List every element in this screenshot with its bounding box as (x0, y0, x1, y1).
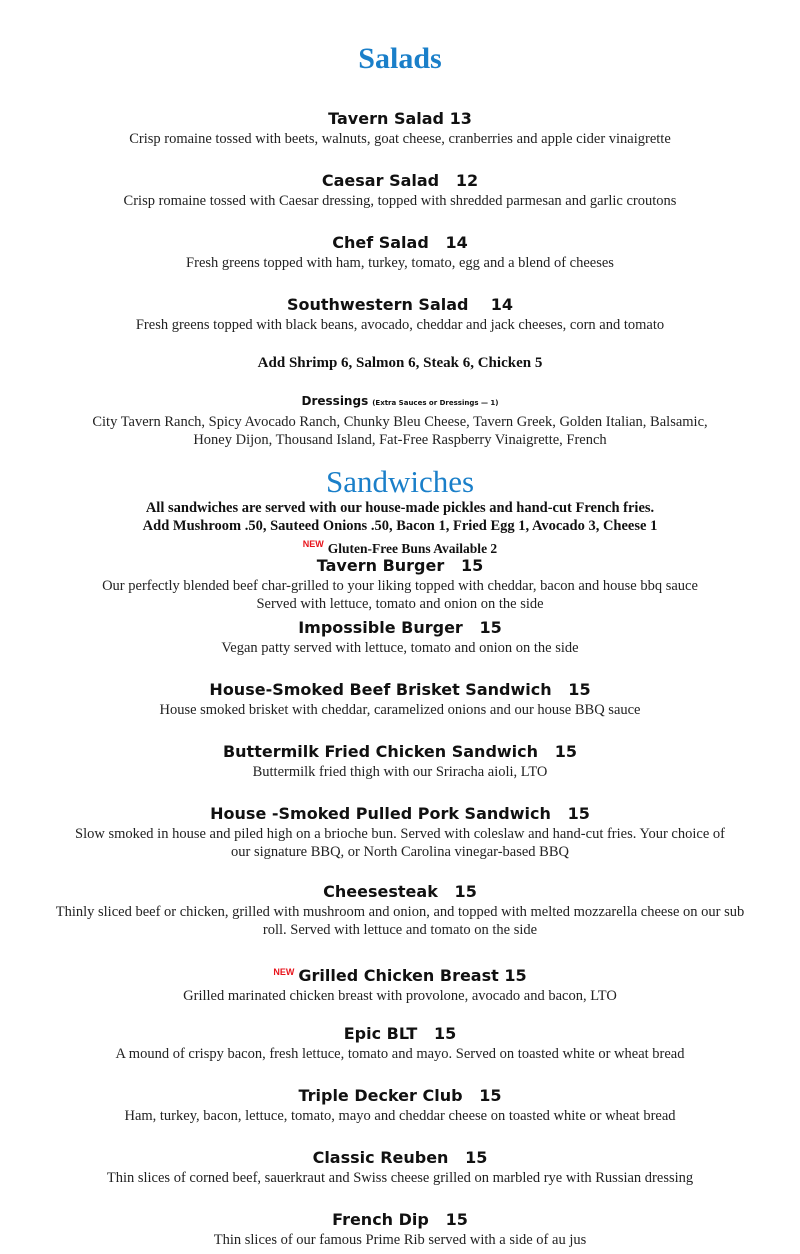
item-name: Grilled Chicken Breast 15 (298, 966, 527, 985)
item-name: Epic BLT 15 (343, 1024, 457, 1043)
menu-item-pulled-pork-sandwich (0, 804, 800, 861)
menu-item-fried-chicken-sandwich (0, 742, 800, 781)
menu-item-southwestern-salad (0, 295, 800, 334)
menu-item-grilled-chicken-breast (0, 962, 800, 1005)
item-description: Fresh greens topped with black beans, avocado, cheddar and jack cheeses, corn and tomato (135, 317, 665, 333)
new-badge: NEW (302, 539, 324, 549)
item-name: Buttermilk Fried Chicken Sandwich 15 (222, 742, 578, 761)
item-name: Triple Decker Club 15 (298, 1086, 502, 1105)
item-name: Caesar Salad 12 (321, 171, 479, 190)
item-description: Ham, turkey, bacon, lettuce, tomato, mayo and cheddar cheese on toasted white or wheat bread (124, 1108, 676, 1124)
item-description-2: our signature BBQ, or North Carolina vinegar-based BBQ (231, 844, 569, 860)
item-description: Thin slices of corned beef, sauerkraut and Swiss cheese grilled on marbled rye with Russian dressing (106, 1170, 694, 1186)
item-description: House smoked brisket with cheddar, caramelized onions and our house BBQ sauce (159, 702, 641, 718)
item-name-line (0, 962, 800, 986)
item-description: Buttermilk fried thigh with our Sriracha aioli, LTO (252, 764, 548, 780)
item-name: Tavern Burger 15 (316, 556, 484, 575)
item-description: Grilled marinated chicken breast with provolone, avocado and bacon, LTO (183, 988, 617, 1004)
menu-item-caesar-salad (0, 171, 800, 210)
item-description: Vegan patty served with lettuce, tomato and onion on the side (221, 640, 579, 656)
item-name: House-Smoked Beef Brisket Sandwich 15 (209, 680, 591, 699)
dressings-block (0, 393, 800, 449)
item-name: Southwestern Salad 14 (286, 295, 514, 314)
item-description: A mound of crispy bacon, fresh lettuce, tomato and mayo. Served on toasted white or wheat bread (115, 1046, 685, 1062)
item-name: Impossible Burger 15 (298, 618, 502, 637)
menu-item-impossible-burger (0, 618, 800, 657)
menu-item-brisket-sandwich (0, 680, 800, 719)
item-name: French Dip 15 (332, 1210, 468, 1229)
sandwiches-note-1: All sandwiches are served with our house-made pickles and hand-cut French fries. (145, 500, 655, 516)
menu-item-chef-salad (0, 233, 800, 272)
dressings-note: (Extra Sauces or Dressings — 1) (372, 399, 499, 407)
sandwiches-note-2: Add Mushroom .50, Sauteed Onions .50, Bacon 1, Fried Egg 1, Avocado 3, Cheese 1 (142, 518, 658, 534)
item-description: Slow smoked in house and piled high on a brioche bun. Served with coleslaw and hand-cut fries. Your choice of (75, 826, 725, 842)
item-name: House -Smoked Pulled Pork Sandwich 15 (210, 804, 590, 823)
item-description: Thin slices of our famous Prime Rib served with a side of au jus (213, 1232, 587, 1248)
menu-item-cheesesteak (0, 882, 800, 939)
item-description-2: roll. Served with lettuce and tomato on the side (262, 922, 538, 938)
item-description: Thinly sliced beef or chicken, grilled with mushroom and onion, and topped with melted mozzarella cheese on our sub (55, 904, 745, 920)
dressings-heading-line (0, 393, 800, 411)
gluten-free-text: Gluten-Free Buns Available 2 (327, 541, 498, 556)
menu-item-tavern-salad (0, 109, 800, 148)
menu-item-french-dip (0, 1210, 800, 1249)
item-description-2: Served with lettuce, tomato and onion on the side (256, 596, 544, 612)
item-name: Tavern Salad 13 (328, 109, 472, 128)
item-description: Crisp romaine tossed with Caesar dressing, topped with shredded parmesan and garlic croutons (123, 193, 677, 209)
menu-item-triple-decker-club (0, 1086, 800, 1125)
item-description: Our perfectly blended beef char-grilled to your liking topped with cheddar, bacon and house bbq sauce (102, 578, 698, 594)
item-name: Chef Salad 14 (332, 233, 468, 252)
new-badge: NEW (273, 967, 295, 977)
sandwiches-heading: Sandwiches (325, 464, 475, 499)
salads-heading: Salads (358, 42, 442, 75)
dressings-heading: Dressings (301, 394, 369, 408)
item-description: Crisp romaine tossed with beets, walnuts, goat cheese, cranberries and apple cider vinaigrette (129, 131, 671, 147)
salad-addons: Add Shrimp 6, Salmon 6, Steak 6, Chicken 5 (257, 355, 543, 371)
gluten-free-line (0, 536, 800, 557)
dressings-list-line-2: Honey Dijon, Thousand Island, Fat-Free Raspberry Vinaigrette, French (193, 432, 607, 448)
dressings-list-line-1: City Tavern Ranch, Spicy Avocado Ranch, Chunky Bleu Cheese, Tavern Greek, Golden Italian, Balsamic, (92, 414, 708, 430)
menu-item-classic-reuben (0, 1148, 800, 1187)
item-description: Fresh greens topped with ham, turkey, tomato, egg and a blend of cheeses (186, 255, 614, 271)
item-name: Cheesesteak 15 (323, 882, 477, 901)
menu-item-epic-blt (0, 1024, 800, 1063)
item-name: Classic Reuben 15 (312, 1148, 488, 1167)
menu-item-tavern-burger (0, 556, 800, 613)
